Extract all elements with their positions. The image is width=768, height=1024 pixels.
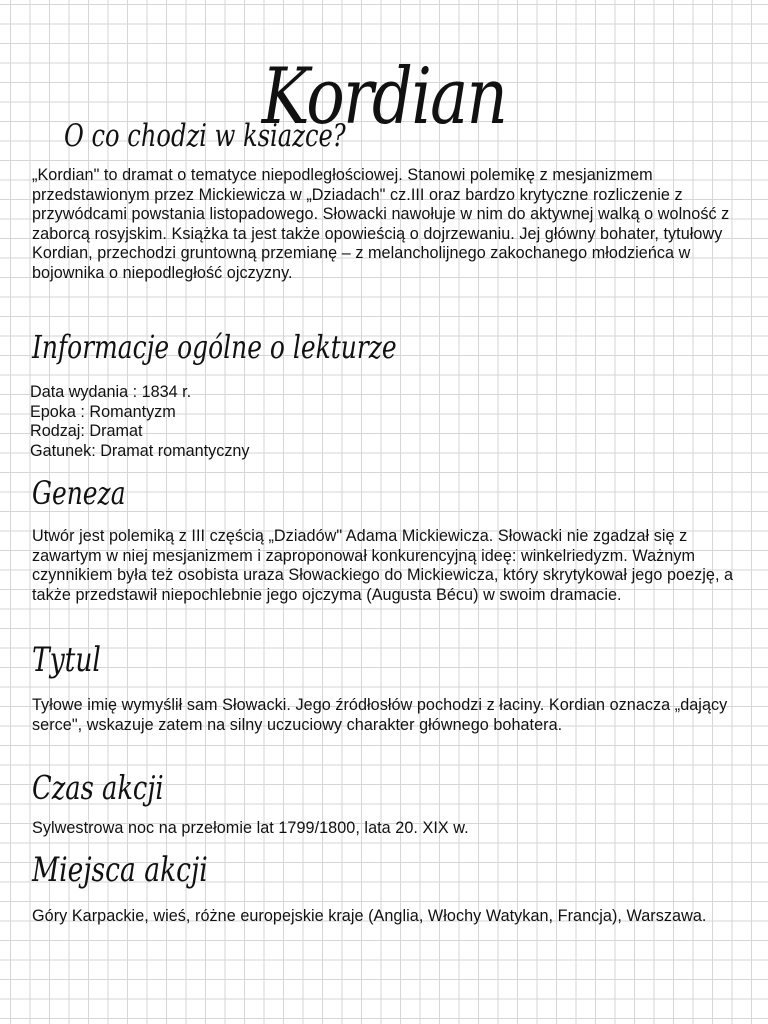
- info-list: [30, 383, 250, 461]
- heading-plot: O co chodzi w ksiazce?: [64, 118, 346, 154]
- paragraph-time-of-action: Sylwestrowa noc na przełomie lat 1799/1800, lata 20. XIX w.: [32, 819, 469, 837]
- heading-genesis: Geneza: [32, 474, 126, 512]
- paragraph-places-of-action: Góry Karpackie, wieś, różne europejskie kraje (Anglia, Włochy Watykan, Francja), Warszawa.: [32, 907, 707, 925]
- page-title: Kordian: [261, 52, 507, 143]
- info-item-publication-date: Data wydania : 1834 r.: [30, 383, 192, 401]
- heading-time-of-action: Czas akcji: [32, 768, 164, 807]
- info-item-kind: Rodzaj: Dramat: [30, 422, 143, 440]
- heading-places-of-action: Miejsca akcji: [32, 850, 208, 890]
- paragraph-title-meaning: Tyłowe imię wymyślił sam Słowacki. Jego źródłosłów pochodzi z łaciny. Kordian oznacza „dający serce", wskazuje zatem na silny uczuciowy charakter głównego bohatera.: [32, 696, 728, 734]
- paragraph-plot: „Kordian" to dramat o tematyce niepodległościowej. Stanowi polemikę z mesjanizmem przedstawionym przez Mickiewicza w „Dziadach" cz.III oraz bardzo krytyczne rozliczenie z przywódcami powstania listopadowego. Słowacki nawołuje w nim do aktywnej walką o wolność z zaborcą rosyjskim. Książka ta jest także opowieścią o dojrzewaniu. Jej główny bohater, tytułowy Kordian, przechodzi gruntowną przemianę – z melancholijnego zakochanego młodzieńca w bojownika o niepodległość ojczyzny.: [32, 166, 730, 282]
- info-item-epoch: Epoka : Romantyzm: [30, 402, 176, 421]
- heading-general-info: Informacje ogólne o lekturze: [32, 328, 397, 366]
- info-item-genre: Gatunek: Dramat romantyczny: [30, 441, 250, 460]
- paragraph-genesis: Utwór jest polemiką z III częścią „Dziadów" Adama Mickiewicza. Słowacki nie zgadzał się z zawartym w niej mesjanizmem i zaproponował konkurencyjną ideę: winkelriedyzm. Ważnym czynnikiem była też osobista uraza Słowackiego do Mickiewicza, który skrytykował jego poezję, a także przedstawił niepochlebnie jego ojczyma (Augusta Bécu) w swoim dramacie.: [32, 527, 734, 604]
- heading-title-meaning: Tytul: [32, 640, 101, 680]
